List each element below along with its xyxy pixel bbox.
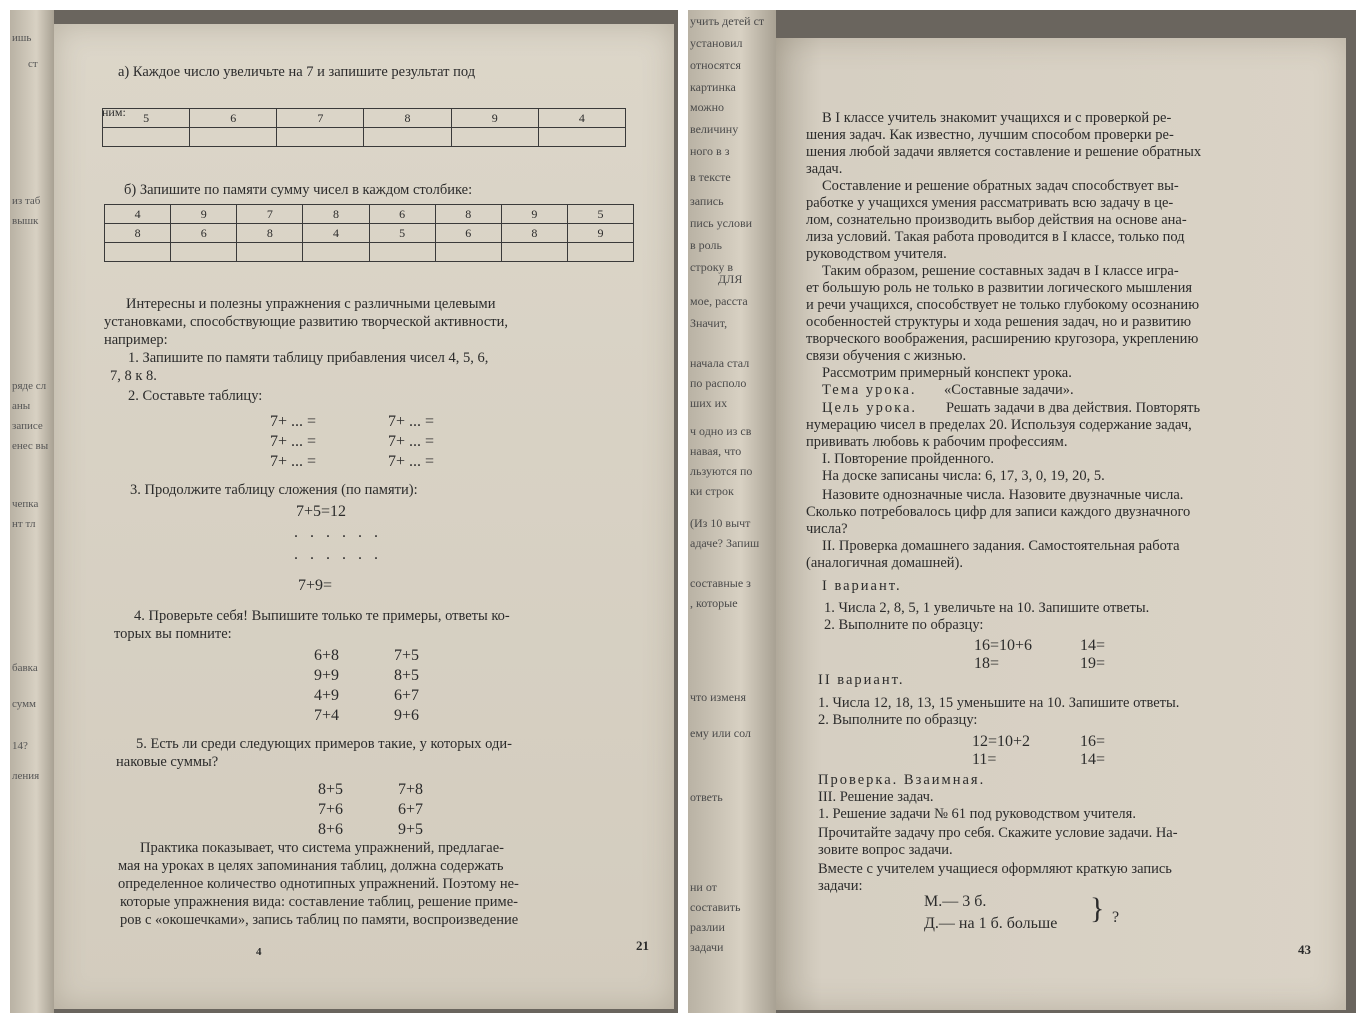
body-line: Таким образом, решение составных задач в I классе игра- — [822, 263, 1179, 279]
bleed-text: составные з — [690, 576, 751, 590]
exercise-a-line2: ним: — [102, 105, 126, 119]
table-cell: 7+ ... = — [388, 453, 435, 470]
example: 7+5 — [394, 647, 420, 664]
table-cell: 6 — [369, 205, 435, 224]
table-cell — [171, 243, 237, 262]
edge-text: ления — [12, 770, 40, 782]
table-cell: 6 — [435, 224, 501, 243]
table-cell: 7+ ... = — [388, 433, 435, 450]
body-line: ет большую роль не только в развитии логического мышления — [806, 280, 1193, 296]
table3-first: 7+5=12 — [296, 503, 347, 520]
intro-line: Интересны и полезны упражнения с различными целевыми — [126, 296, 496, 312]
exercise-a-table — [102, 108, 626, 147]
edge-text: бавка — [12, 662, 38, 674]
table-row — [103, 128, 626, 147]
body-line: творческого воображения, расширению кругозора, укреплению — [806, 331, 1199, 347]
goal-label: Цель урока. — [822, 400, 918, 416]
table-cell: 4 — [538, 109, 625, 128]
edge-text: записе — [12, 420, 43, 432]
section-heading: I. Повторение пройденного. — [822, 451, 995, 467]
body-line: Составление и решение обратных задач способствует вы- — [822, 178, 1179, 194]
goal-line: нумерацию чисел в пределах 20. Используя содержание задач, — [806, 417, 1192, 433]
variant-line: 1. Числа 12, 18, 13, 15 уменьшите на 10. Запишите ответы. — [818, 695, 1180, 711]
body-line: шения задач. Как известно, лучшим способом проверки ре- — [806, 127, 1174, 143]
math-cell: 16=10+6 — [974, 637, 1033, 654]
bleed-text: адаче? Запиш — [690, 536, 760, 550]
example: 6+8 — [314, 647, 340, 664]
edge-text: чепка — [12, 498, 39, 510]
math-cell: 12=10+2 — [972, 733, 1031, 750]
book-page-left — [54, 24, 674, 1009]
table-cell: 7+ ... = — [270, 433, 317, 450]
intro-line: например: — [104, 332, 168, 348]
bleed-text: ного в з — [690, 144, 730, 158]
table-cell — [190, 128, 277, 147]
check-line: Проверка. Взаимная. — [818, 772, 986, 788]
exercise-a-line1: а) Каждое число увеличьте на 7 и запишите результат под — [118, 64, 476, 80]
table-cell — [105, 243, 171, 262]
bleed-text: величину — [690, 122, 739, 136]
exercise-b-table — [104, 204, 634, 262]
bleed-text: можно — [690, 100, 725, 114]
bleed-text: ответь — [690, 790, 723, 804]
table-cell: 7 — [237, 205, 303, 224]
page-number: 21 — [636, 938, 649, 953]
example: 8+6 — [318, 821, 344, 838]
table-cell: 5 — [103, 109, 190, 128]
item4-line: 4. Проверьте себя! Выпишите только те примеры, ответы ко- — [134, 608, 510, 624]
edge-text: аны — [12, 400, 31, 412]
edge-text: ряде сл — [12, 380, 47, 392]
table-row — [105, 205, 634, 224]
task-text-line: Прочитайте задачу про себя. Скажите условие задачи. На- — [818, 825, 1178, 841]
bleed-text: установил — [690, 36, 743, 50]
table-cell — [451, 128, 538, 147]
variant-line: 1. Числа 2, 8, 5, 1 увеличьте на 10. Запишите ответы. — [824, 600, 1150, 616]
bleed-text: запись — [690, 194, 724, 208]
bleed-text: в тексте — [690, 170, 731, 184]
example: 8+5 — [394, 667, 420, 684]
table-cell — [567, 243, 633, 262]
bleed-text: , которые — [690, 596, 738, 610]
item4-line: торых вы помните: — [114, 626, 232, 642]
task-line: 1. Решение задачи № 61 под руководством учителя. — [818, 806, 1136, 822]
table-cell: 8 — [303, 205, 369, 224]
variant-label: I вариант. — [822, 578, 902, 594]
board-line: На доске записаны числа: 6, 17, 3, 0, 19, 20, 5. — [822, 468, 1105, 484]
bleed-text: составить — [690, 900, 741, 914]
dots-row: ...... — [294, 524, 390, 541]
bleed-text: ДЛЯ — [718, 272, 743, 286]
dots-row: ...... — [294, 546, 390, 563]
table-cell: 5 — [567, 205, 633, 224]
right-page-edge — [688, 10, 776, 1013]
bleed-text: пись услови — [690, 216, 753, 230]
variant-label: II вариант. — [818, 672, 905, 688]
bleed-text: строку в — [690, 260, 734, 274]
body-line: В I классе учитель знакомит учащихся и с проверкой ре- — [822, 110, 1172, 126]
body-line: лом, сознательно производить выбор действия на основе ана- — [806, 212, 1187, 228]
bleed-text: задачи — [690, 940, 724, 954]
example: 6+7 — [394, 687, 420, 704]
table-cell: 8 — [501, 224, 567, 243]
bleed-text: учить детей ст — [690, 14, 765, 28]
table-cell: 7+ ... = — [270, 453, 317, 470]
bleed-text: Значит, — [690, 316, 728, 330]
intro-line: установками, способствующие развитию творческой активности, — [104, 314, 509, 330]
right-photo — [688, 10, 1356, 1013]
short-record-line: М.— 3 б. — [924, 893, 987, 910]
goal-line: Решать задачи в два действия. Повторять — [946, 400, 1201, 416]
table-cell — [103, 128, 190, 147]
table-cell: 8 — [435, 205, 501, 224]
example: 9+6 — [394, 707, 420, 724]
table-cell: 5 — [369, 224, 435, 243]
item2-text: 2. Составьте таблицу: — [128, 388, 263, 404]
example: 8+5 — [318, 781, 344, 798]
body-line: и речи учащихся, способствует не только глубокому осознанию — [806, 297, 1200, 313]
short-record-line: Д.— на 1 б. больше — [924, 915, 1058, 932]
bleed-text: мое, расста — [690, 294, 748, 308]
example: 6+7 — [398, 801, 424, 818]
item1-line: 7, 8 к 8. — [110, 368, 157, 384]
closing-line: определенное количество однотипных упражнений. Поэтому не- — [118, 876, 519, 892]
question-line: Сколько потребовалось цифр для записи каждого двузначного — [806, 504, 1191, 520]
edge-text: из таб — [12, 195, 41, 207]
body-line: лиза условий. Такая работа проводится в I классе, только под — [806, 229, 1185, 245]
body-line: особенностей структуры и хода решения задач, но и развитию — [806, 314, 1192, 330]
example: 7+8 — [398, 781, 424, 798]
table-cell: 4 — [303, 224, 369, 243]
body-line: задач. — [806, 161, 843, 177]
book-page-right — [776, 38, 1346, 1010]
left-photo — [10, 10, 678, 1013]
variant-line: 2. Выполните по образцу: — [818, 712, 978, 728]
bleed-text: начала стал — [690, 356, 750, 370]
table-cell: 6 — [190, 109, 277, 128]
section-heading-cont: (аналогичная домашней). — [806, 555, 964, 571]
table-cell — [501, 243, 567, 262]
table-row — [105, 243, 634, 262]
edge-text: 14? — [12, 740, 28, 752]
bleed-text: относятся — [690, 58, 741, 72]
table-row — [103, 109, 626, 128]
table-cell — [277, 128, 364, 147]
table-cell: 7+ ... = — [270, 413, 317, 430]
example: 4+9 — [314, 687, 340, 704]
section-heading: II. Проверка домашнего задания. Самостоятельная работа — [822, 538, 1180, 554]
table-cell — [538, 128, 625, 147]
goal-line: прививать любовь к рабочим профессиям. — [806, 434, 1068, 450]
question-line: Назовите однозначные числа. Назовите двузначные числа. — [822, 487, 1184, 503]
bleed-text: в роль — [690, 238, 722, 252]
body-line: шения любой задачи является составление и решение обратных — [806, 144, 1202, 160]
bleed-text: ни от — [690, 880, 717, 894]
table-cell — [364, 128, 451, 147]
table-cell — [303, 243, 369, 262]
closing-line: Практика показывает, что система упражнений, предлагае- — [140, 840, 505, 856]
math-cell: 14= — [1080, 637, 1106, 654]
body-line: связи обучения с жизнью. — [806, 348, 967, 364]
task-text-line: зовите вопрос задачи. — [818, 842, 953, 858]
table-cell: 8 — [364, 109, 451, 128]
question-line: числа? — [806, 521, 848, 537]
section-heading: III. Решение задач. — [818, 789, 934, 805]
edge-text: сумм — [12, 698, 37, 710]
left-page-edge — [10, 10, 54, 1013]
bleed-text: ших их — [690, 396, 728, 410]
edge-text: нт тл — [12, 518, 36, 530]
closing-line: которые упражнения вида: составление таблиц, решение приме- — [120, 894, 518, 910]
question-mark: ? — [1112, 909, 1120, 926]
task-text-line: Вместе с учителем учащиеся оформляют краткую запись — [818, 861, 1172, 877]
example: 7+4 — [314, 707, 340, 724]
example: 9+9 — [314, 667, 340, 684]
table3-last: 7+9= — [298, 577, 333, 594]
table-cell: 9 — [567, 224, 633, 243]
bleed-text: ки строк — [690, 484, 734, 498]
edge-text: енес вы — [12, 440, 49, 452]
bleed-text: картинка — [690, 80, 736, 94]
math-cell: 16= — [1080, 733, 1106, 750]
variant-line: 2. Выполните по образцу: — [824, 617, 984, 633]
closing-line: мая на уроках в целях запоминания таблиц, должна содержать — [118, 858, 504, 874]
bleed-text: разлии — [690, 920, 725, 934]
item1-line: 1. Запишите по памяти таблицу прибавления чисел 4, 5, 6, — [128, 350, 489, 366]
closing-line: ров с «окошечками», запись таблиц по памяти, воспроизведение — [120, 912, 519, 928]
example: 7+6 — [318, 801, 344, 818]
math-cell: 19= — [1080, 655, 1106, 672]
brace-icon: } — [1090, 892, 1105, 925]
exercise-b-title: б) Запишите по памяти сумму чисел в каждом столбике: — [124, 182, 473, 198]
signature-mark: 4 — [256, 946, 262, 958]
bleed-text: навая, что — [690, 444, 742, 458]
table-cell: 9 — [171, 205, 237, 224]
item5-line: наковые суммы? — [116, 754, 219, 770]
page-number: 43 — [1298, 942, 1311, 957]
task-text-line: задачи: — [818, 878, 863, 894]
table-cell: 7 — [277, 109, 364, 128]
bleed-text: по располо — [690, 376, 747, 390]
edge-text: ишь — [12, 32, 32, 44]
topic-label: Тема урока. — [822, 382, 917, 398]
bleed-text: ч одно из св — [690, 424, 752, 438]
bleed-text: льзуются по — [690, 464, 753, 478]
table-cell: 8 — [105, 224, 171, 243]
example: 9+5 — [398, 821, 424, 838]
body-line: руководством учителя. — [806, 246, 947, 262]
table-row — [105, 224, 634, 243]
math-cell: 18= — [974, 655, 1000, 672]
table-cell: 9 — [501, 205, 567, 224]
bleed-text: что изменя — [690, 690, 746, 704]
table-cell: 9 — [451, 109, 538, 128]
table-cell — [369, 243, 435, 262]
table-cell: 8 — [237, 224, 303, 243]
table-cell — [237, 243, 303, 262]
edge-text: ст — [28, 58, 38, 70]
item3-text: 3. Продолжите таблицу сложения (по памяти): — [130, 482, 418, 498]
math-cell: 11= — [972, 751, 997, 768]
bleed-text: (Из 10 вычт — [690, 516, 751, 530]
topic-text: «Составные задачи». — [944, 382, 1074, 398]
item5-line: 5. Есть ли среди следующих примеров такие, у которых оди- — [136, 736, 512, 752]
math-cell: 14= — [1080, 751, 1106, 768]
table-cell — [435, 243, 501, 262]
body-line: Рассмотрим примерный конспект урока. — [822, 365, 1072, 381]
table-cell: 6 — [171, 224, 237, 243]
body-line: работке у учащихся умения рассматривать всю задачу в це- — [806, 195, 1174, 211]
bleed-text: ему или сол — [690, 726, 751, 740]
table-cell: 7+ ... = — [388, 413, 435, 430]
edge-text: вышк — [12, 215, 39, 227]
table-cell: 4 — [105, 205, 171, 224]
